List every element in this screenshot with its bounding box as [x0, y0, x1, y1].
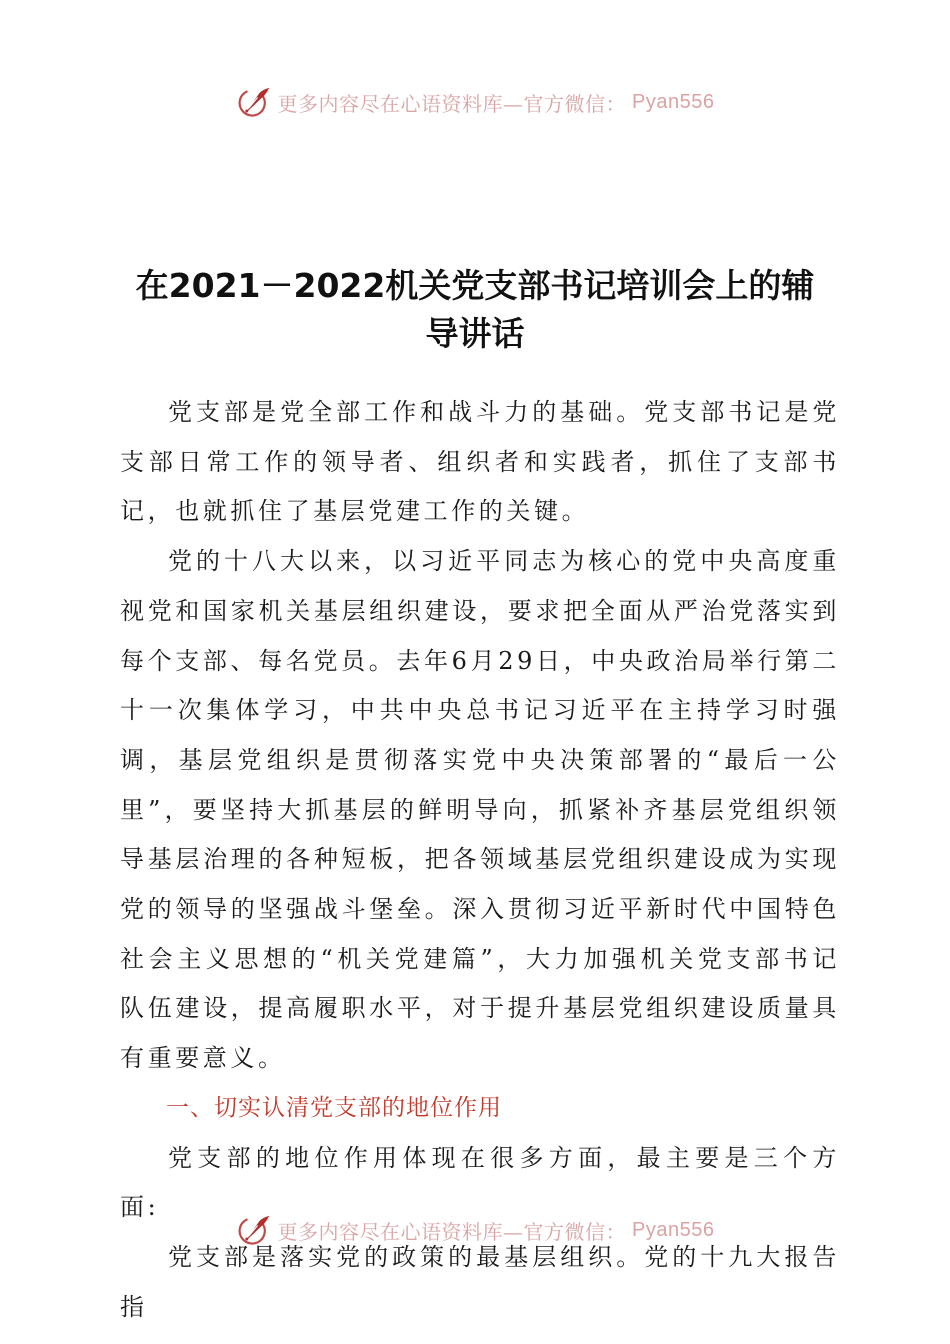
page-title: 在2021－2022机关党支部书记培训会上的辅导讲话 [135, 266, 815, 353]
paragraph-3: 党支部的地位作用体现在很多方面，最主要是三个方面: [120, 1143, 840, 1222]
header-watermark [0, 82, 950, 122]
watermark-text: 更多内容尽在心语资料库—官方微信： [277, 91, 627, 116]
watermark-wechat-id: Pyan556 [632, 90, 715, 113]
watermark-text: 更多内容尽在心语资料库—官方微信： [277, 1219, 627, 1244]
document-body [120, 388, 840, 1332]
quill-logo-icon [236, 84, 272, 120]
quill-logo-icon [236, 1212, 272, 1248]
paragraph-4: 党支部是落实党的政策的最基层组织。党的十九大报告指 [120, 1242, 840, 1321]
footer-watermark [0, 1210, 950, 1250]
section-heading: 一、切实认清党支部的地位作用 [166, 1094, 502, 1121]
paragraph-1: 党支部是党全部工作和战斗力的基础。党支部书记是党支部日常工作的领导者、组织者和实践者，抓住了支部书记，也就抓住了基层党建工作的关键。 [120, 398, 840, 526]
paragraph-2: 党的十八大以来，以习近平同志为核心的党中央高度重视党和国家机关基层组织建设，要求把全面从严治党落实到每个支部、每名党员。去年6月29日，中央政治局举行第二十一次集体学习，中共中央总书记习近平在主持学习时强调，基层党组织是贯彻落实党中央决策部署的“最后一公里”，要坚持大抓基层的鲜明导向，抓紧补齐基层党组织领导基层治理的各种短板，把各领域基层党组织建设成为实现党的领导的坚强战斗堡垒。深入贯彻习近平新时代中国特色社会主义思想的“机关党建篇”，大力加强机关党支部书记队伍建设，提高履职水平，对于提升基层党组织建设质量具有重要意义。 [120, 547, 840, 1073]
watermark-wechat-id: Pyan556 [632, 1218, 715, 1241]
